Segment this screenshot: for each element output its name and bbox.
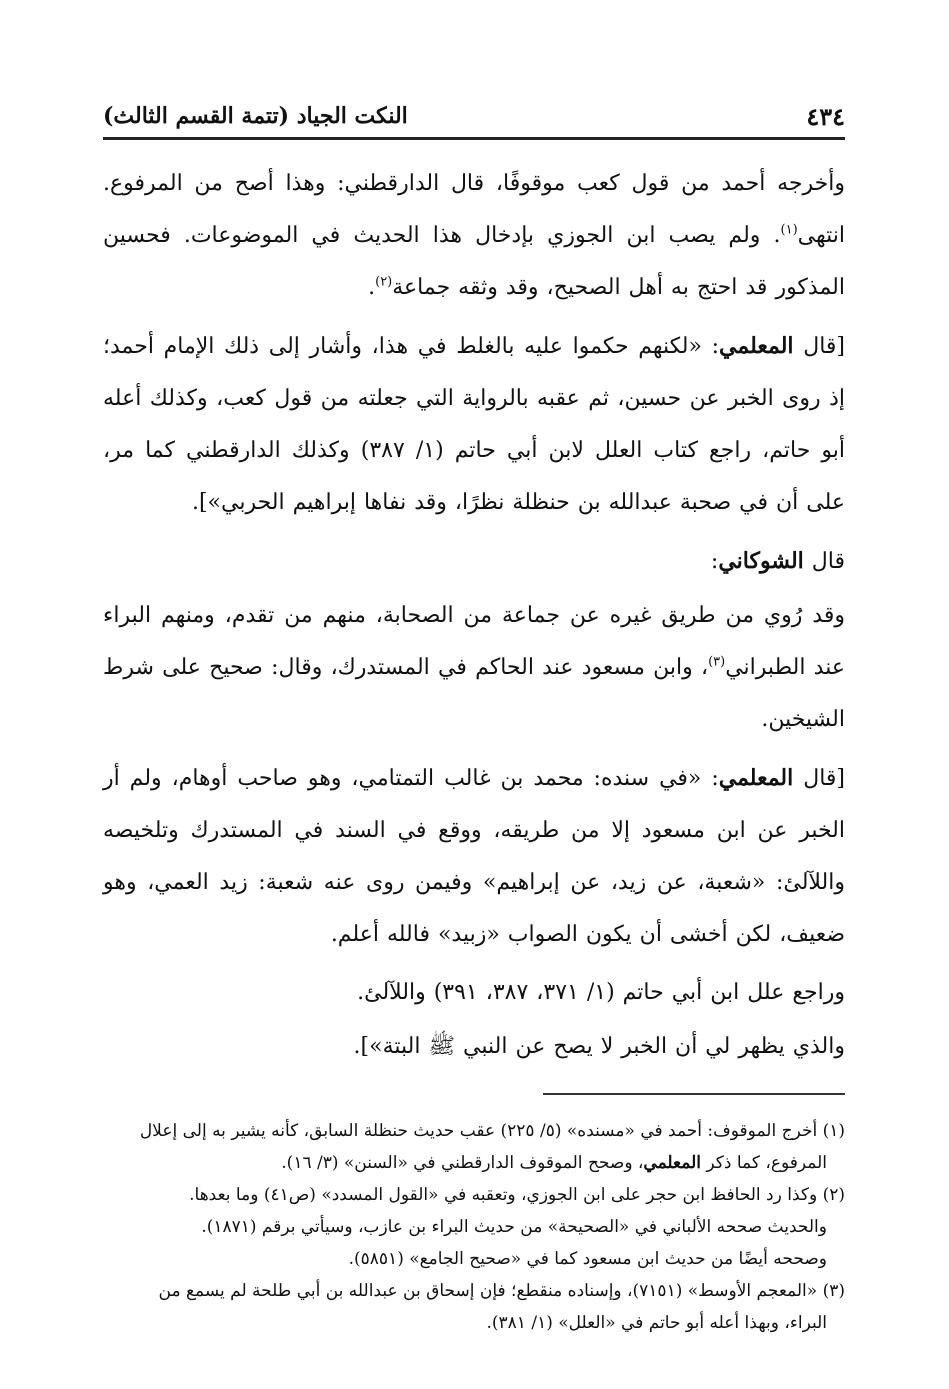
footnote-divider xyxy=(543,1093,845,1095)
footnote-1-line-2 xyxy=(103,1147,845,1179)
scholar-name-shawkani: الشوكاني xyxy=(718,548,804,574)
paragraph-4 xyxy=(103,590,845,746)
paragraph-3 xyxy=(103,535,845,588)
main-text xyxy=(103,140,845,1073)
paragraph-4-part-a: وقد رُوي من طريق غيره عن جماعة من الصحابة، منهم من تقدم، ومنهم البراء عند الطبراني xyxy=(103,603,845,680)
scholar-name-mualimi: المعلمي xyxy=(719,333,794,359)
paragraph-2-prefix: [قال xyxy=(803,334,845,359)
footnote-ref-3: (٣) xyxy=(708,654,726,670)
paragraph-5-text: : «في سنده: محمد بن غالب التمتامي، وهو صاحب أوهام، ولم أر الخبر عن ابن مسعود إلا من طريقه، ووقع في السند في المستدرك وتلخيصه واللآلئ: «شعبة، عن زيد، عن إبراهيم» وفيمن روى عنه شعبة: زيد العمي، وهو ضعيف، لكن أخشى أن يكون الصواب «زبيد» فالله أعلم. xyxy=(103,766,845,947)
footnote-3-line-2: البراء، وبهذا أعله أبو حاتم في «العلل» (١/ ٣٨١). xyxy=(486,1313,827,1333)
footnote-2-line-1: (٢) وكذا رد الحافظ ابن حجر على ابن الجوزي، وتعقبه في «القول المسدد» (ص٤١) وما بعدها. xyxy=(189,1185,845,1205)
page-header xyxy=(103,95,845,140)
footnote-2-line-3: وصححه أيضًا من حديث ابن مسعود كما في «صحيح الجامع» (٥٨٥١). xyxy=(348,1249,827,1269)
paragraph-5-prefix: [قال xyxy=(803,766,845,791)
footnote-2-line-2: والحديث صححه الألباني في «الصحيحة» من حديث البراء بن عازب، وسيأتي برقم (١٨٧١). xyxy=(201,1217,827,1237)
paragraph-1 xyxy=(103,158,845,314)
paragraph-2-text: : «لكنهم حكموا عليه بالغلط في هذا، وأشار إلى ذلك الإمام أحمد؛ إذ روى الخبر عن حسين، ثم عقبه بالرواية التي جعلته من قول كعب، وكذلك أعله أبو حاتم، راجع كتاب العلل لابن أبي حاتم (١/ ٣٨٧) وكذلك الدارقطني كما مر، على أن في صحبة عبدالله بن حنظلة نظرًا، وقد نفاها إبراهيم الحربي»]. xyxy=(103,334,845,515)
footnote-scholar-name: المعلمي xyxy=(643,1153,701,1173)
paragraph-4-part-b: ، وابن مسعود عند الحاكم في المستدرك، وقال: صحيح على شرط الشيخين. xyxy=(103,655,845,732)
paragraph-1-part-b: . ولم يصب ابن الجوزي بإدخال هذا الحديث في الموضوعات. فحسين المذكور قد احتج به أهل الصحيح، وقد وثقه جماعة xyxy=(103,223,845,300)
footnote-1-line-2-post: ، وصحح الموقوف الدارقطني في «السنن» (٣/ ١٦). xyxy=(281,1153,644,1173)
paragraph-2 xyxy=(103,320,845,529)
footnote-1-line-2-pre: المرفوع، كما ذكر xyxy=(706,1153,827,1173)
paragraph-3-prefix: قال xyxy=(811,549,845,574)
footnotes xyxy=(103,1115,845,1339)
footnote-1-line-1: (١) أخرج الموقوف: أحمد في «مسنده» (٥/ ٢٢٥) عقب حديث حنظلة السابق، كأنه يشير به إلى إعلال xyxy=(139,1121,845,1141)
paragraph-7: والذي يظهر لي أن الخبر لا يصح عن النبي ﷺ البتة»]. xyxy=(353,1034,845,1059)
paragraph-3-suffix: : xyxy=(710,549,719,574)
page-number: ٤٣٤ xyxy=(806,101,845,131)
footnote-ref-1: (١) xyxy=(780,222,798,238)
paragraph-1-part-a: وأخرجه أحمد من قول كعب موقوفًا، قال الدارقطني: وهذا أصح من المرفوع. انتهى xyxy=(103,171,845,248)
paragraph-1-part-c: . xyxy=(368,275,376,300)
paragraph-5 xyxy=(103,752,845,961)
book-page xyxy=(103,95,845,1333)
footnote-ref-2: (٢) xyxy=(375,274,393,290)
paragraph-6: وراجع علل ابن أبي حاتم (١/ ٣٧١، ٣٨٧، ٣٩١) واللآلئ. xyxy=(357,980,845,1005)
running-title: النكت الجياد (تتمة القسم الثالث) xyxy=(103,103,408,129)
scholar-name-mualimi-2: المعلمي xyxy=(718,765,794,791)
footnote-3-line-1: (٣) «المعجم الأوسط» (٧١٥١)، وإسناده منقطع؛ فإن إسحاق بن عبدالله بن أبي طلحة لم يسمع من xyxy=(158,1281,845,1301)
